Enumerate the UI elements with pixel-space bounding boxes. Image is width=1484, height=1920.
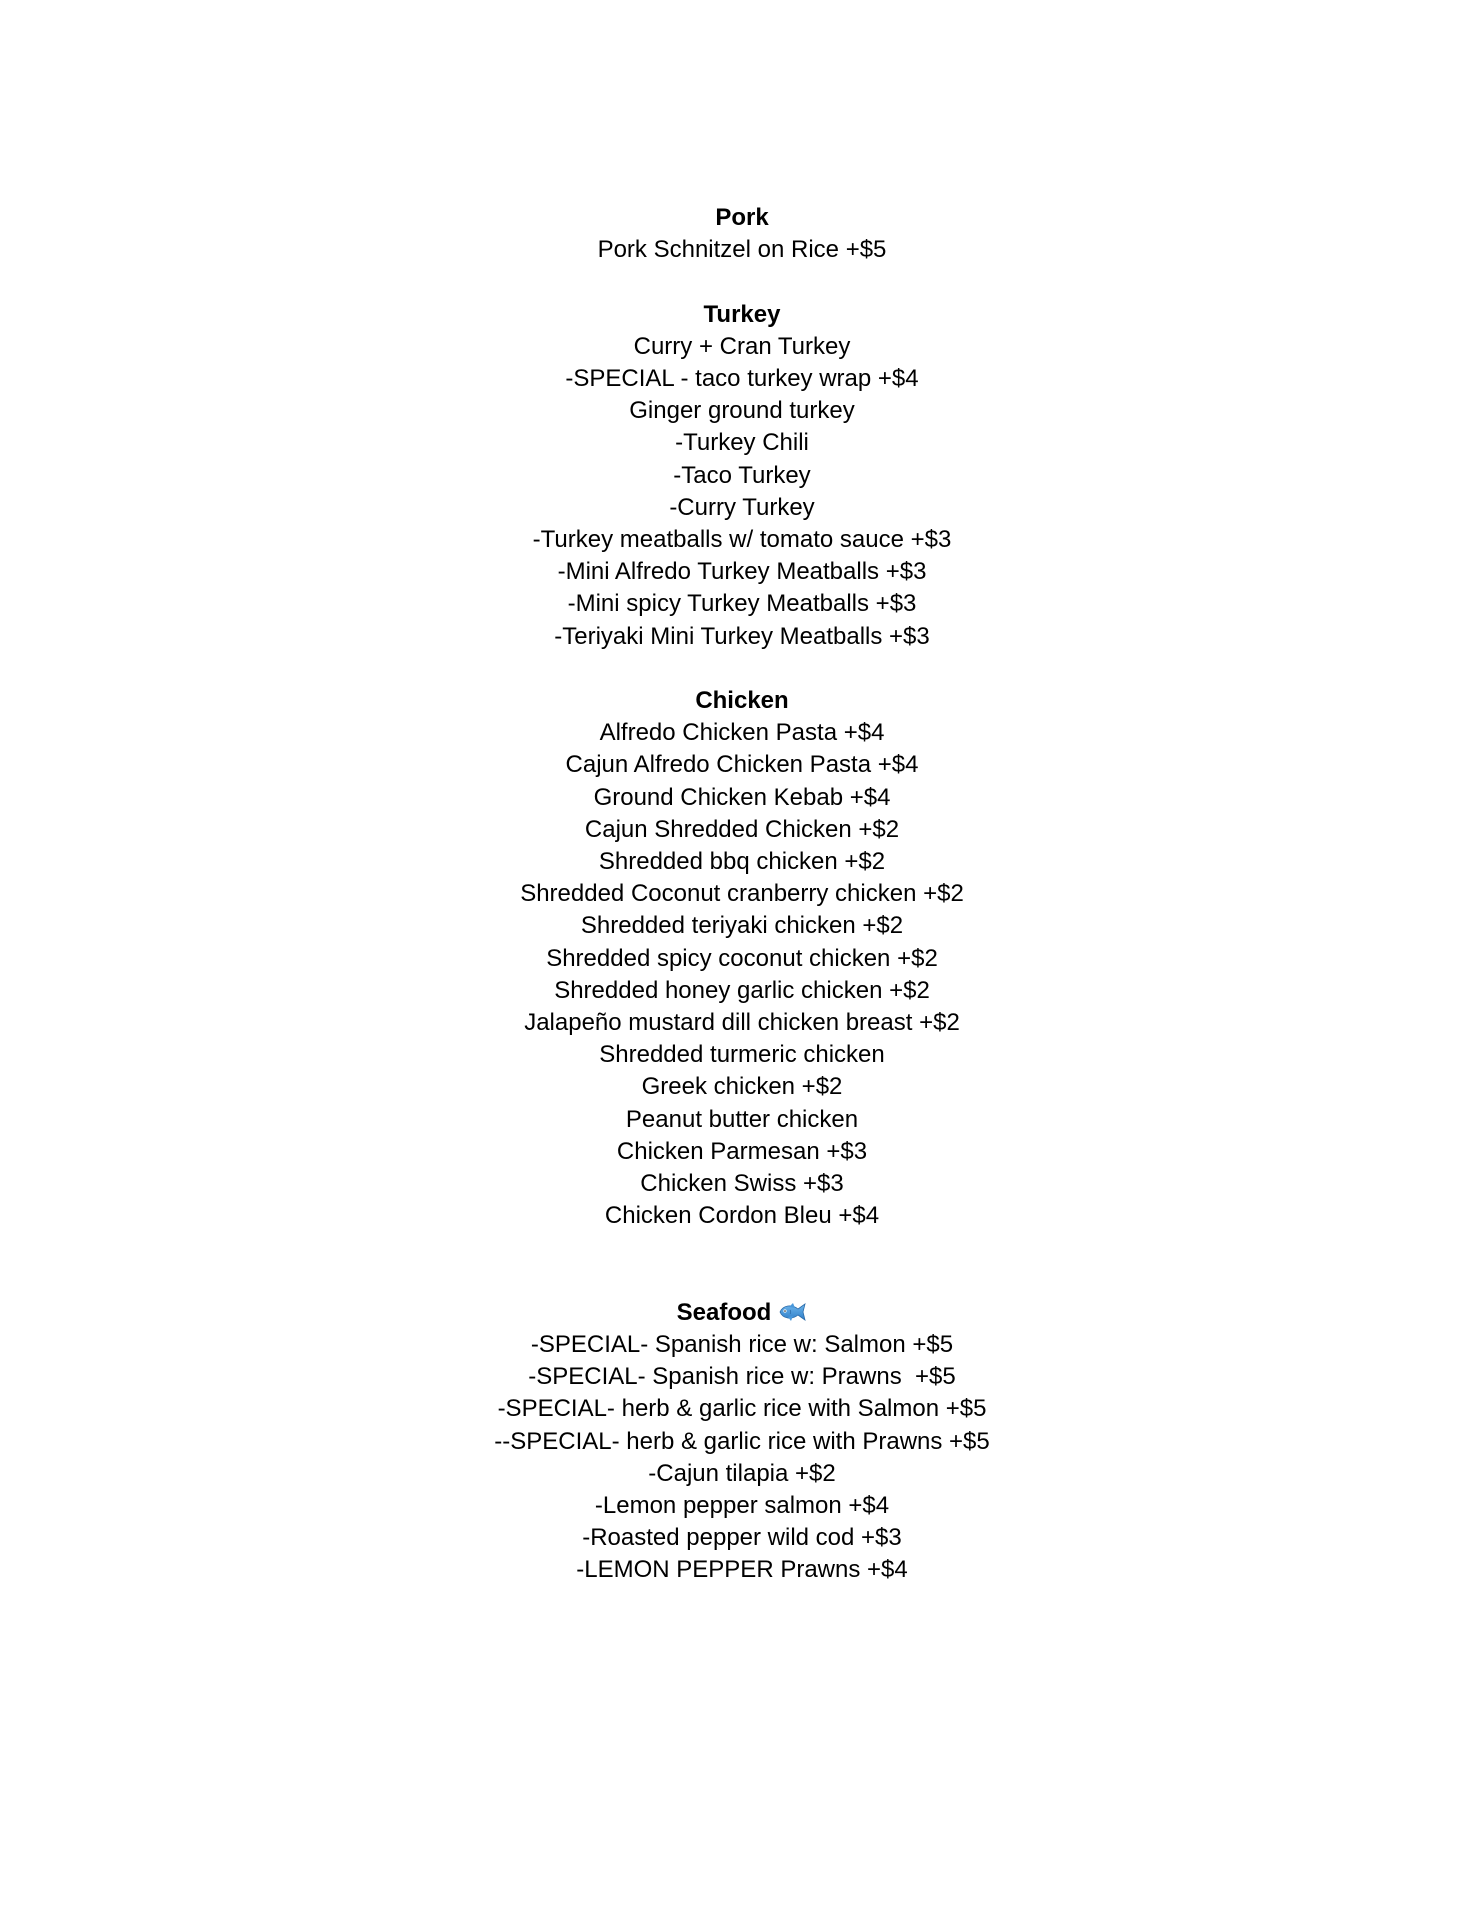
menu-item: -Taco Turkey xyxy=(673,461,811,489)
menu-item: -SPECIAL - taco turkey wrap +$4 xyxy=(565,365,919,392)
menu-item: -Mini spicy Turkey Meatballs +$3 xyxy=(567,590,917,618)
fish-icon xyxy=(777,1301,807,1323)
menu-item: Greek chicken +$2 xyxy=(641,1073,843,1101)
menu-item: -Curry Turkey xyxy=(669,493,815,521)
menu-item: -Lemon pepper salmon +$4 xyxy=(594,1492,890,1520)
menu-item: Pork Schnitzel on Rice +$5 xyxy=(597,236,887,264)
menu-item: Alfredo Chicken Pasta +$4 xyxy=(599,719,885,747)
menu-item: Shredded turmeric chicken xyxy=(599,1041,885,1069)
section-spacer xyxy=(0,1232,1484,1296)
menu-item: Shredded Coconut cranberry chicken +$2 xyxy=(520,880,964,908)
menu-item: Chicken Cordon Bleu +$4 xyxy=(604,1202,880,1230)
menu-item: Cajun Shredded Chicken +$2 xyxy=(584,815,900,843)
menu-item: Shredded honey garlic chicken +$2 xyxy=(554,976,930,1004)
menu-item: -Mini Alfredo Turkey Meatballs +$3 xyxy=(557,558,927,586)
section-seafood xyxy=(0,1297,1484,1587)
menu-item: -Teriyaki Mini Turkey Meatballs +$3 xyxy=(554,622,930,650)
menu-item: Ginger ground turkey xyxy=(629,397,855,425)
section-title-seafood: Seafood xyxy=(676,1298,772,1326)
menu-item: -Roasted pepper wild cod +$3 xyxy=(582,1524,902,1552)
section-title-seafood-row xyxy=(0,1297,1484,1329)
menu-item: -LEMON PEPPER Prawns +$4 xyxy=(576,1556,908,1584)
section-spacer xyxy=(0,266,1484,298)
menu-item: Chicken Parmesan +$3 xyxy=(616,1137,868,1165)
menu-item: Ground Chicken Kebab +$4 xyxy=(593,783,891,811)
menu-list xyxy=(0,202,1484,1587)
section-title-pork: Pork xyxy=(715,204,769,231)
menu-item: Jalapeño mustard dill chicken breast +$2 xyxy=(524,1009,960,1037)
menu-item: -SPECIAL- herb & garlic rice with Salmon +$5 xyxy=(497,1395,987,1423)
section-title-chicken: Chicken xyxy=(695,687,789,715)
menu-item: -Cajun tilapia +$2 xyxy=(648,1459,836,1487)
section-title-turkey: Turkey xyxy=(703,300,781,328)
menu-item: Shredded spicy coconut chicken +$2 xyxy=(546,944,938,972)
menu-item: Curry + Cran Turkey xyxy=(633,332,851,360)
menu-item: Cajun Alfredo Chicken Pasta +$4 xyxy=(565,751,919,779)
menu-item: Peanut butter chicken xyxy=(625,1105,859,1133)
menu-item: Shredded bbq chicken +$2 xyxy=(598,848,886,876)
section-pork xyxy=(0,202,1484,266)
menu-item: -SPECIAL- Spanish rice w: Salmon +$5 xyxy=(530,1331,954,1359)
menu-item: Shredded teriyaki chicken +$2 xyxy=(580,912,904,940)
menu-item: Chicken Swiss +$3 xyxy=(640,1170,844,1198)
section-spacer xyxy=(0,653,1484,685)
section-chicken xyxy=(0,685,1484,1232)
menu-item: -Turkey Chili xyxy=(675,429,809,457)
menu-item: -SPECIAL- Spanish rice w: Prawns +$5 xyxy=(528,1363,956,1391)
section-turkey xyxy=(0,299,1484,653)
menu-item: --SPECIAL- herb & garlic rice with Prawns +$5 xyxy=(494,1427,990,1455)
menu-item: -Turkey meatballs w/ tomato sauce +$3 xyxy=(532,526,952,554)
